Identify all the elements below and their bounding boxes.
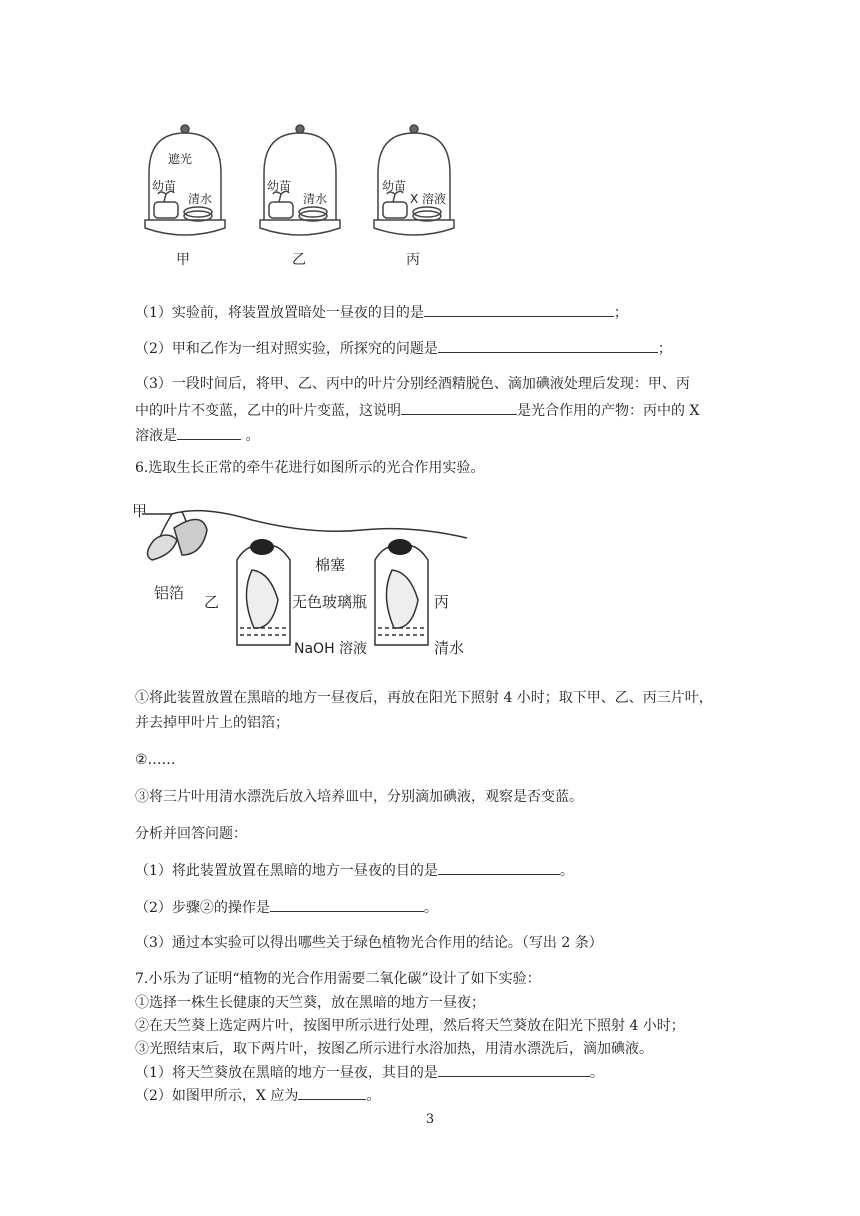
q6-question1: （1）将此装置放置在黑暗的地方一昼夜的目的是 。	[135, 860, 574, 881]
q7-title: 7.小乐为了证明“植物的光合作用需要二氧化碳”设计了如下实验：	[135, 971, 541, 987]
q6-step1-line1: ①将此装置放置在黑暗的地方一昼夜后，再放在阳光下照射 4 小时；取下甲、乙、丙三片叶，	[135, 690, 713, 706]
label-youmiao-1: 幼苗	[152, 179, 177, 193]
morning-glory-figure	[132, 500, 472, 665]
label-bing: 丙	[434, 593, 450, 611]
q7-step2: ②在天竺葵上选定两片叶，按图甲所示进行处理，然后将天竺葵放在阳光下照射 4 小时；	[135, 1018, 685, 1034]
cotton-plug-1	[250, 539, 274, 555]
label-lvbo: 铝箔	[154, 584, 185, 602]
q6-step3: ③将三片叶用清水漂洗后放入培养皿中，分别滴加碘液，观察是否变蓝。	[135, 789, 583, 805]
label-naoh: NaOH 溶液	[294, 641, 368, 657]
q6-analyze: 分析并回答问题：	[135, 826, 247, 842]
q6-title: 6.选取生长正常的牵牛花进行如图所示的光合作用实验。	[135, 460, 485, 476]
q6-step1-line2: 并去掉甲叶片上的铝箔；	[135, 715, 289, 731]
q7-step3: ③光照结束后，取下两片叶，按图乙所示进行水浴加热，用清水漂洗后，滴加碘液。	[135, 1041, 653, 1057]
label-qingshui: 清水	[434, 639, 465, 657]
label-zheguang: 遮光	[168, 152, 193, 166]
answer-blank[interactable]	[438, 860, 560, 875]
answer-blank[interactable]	[438, 1062, 590, 1077]
q5-part3-line1: （3）一段时间后，将甲、乙、丙中的叶片分别经酒精脱色、滴加碘液处理后发现：甲、丙	[135, 376, 690, 392]
q7-step1: ①选择一株生长健康的天竺葵，放在黑暗的地方一昼夜；	[135, 995, 485, 1011]
label-qingshui-1: 清水	[188, 192, 213, 206]
label-jia: 甲	[132, 502, 148, 520]
q5-part3-line2: 中的叶片不变蓝，乙中的叶片变蓝，这说明 是光合作用的产物：丙中的 X	[135, 400, 699, 421]
caption-jia: 甲	[176, 252, 190, 268]
q6-question3: （3）通过本实验可以得出哪些关于绿色植物光合作用的结论。（写出 2 条）	[135, 935, 603, 951]
answer-blank[interactable]	[177, 425, 241, 440]
q7-question2: （2）如图甲所示，X 应为 。	[135, 1085, 380, 1106]
answer-blank[interactable]	[270, 897, 424, 912]
label-x-rongye: X 溶液	[410, 192, 447, 206]
label-mianse: 棉塞	[315, 556, 346, 574]
caption-bing: 丙	[406, 252, 420, 268]
answer-blank[interactable]	[298, 1085, 366, 1100]
answer-blank[interactable]	[438, 338, 658, 353]
bell-jar-figure	[140, 118, 480, 273]
page-number: 3	[425, 1112, 435, 1127]
answer-blank[interactable]	[401, 400, 517, 415]
q5-part2: （2）甲和乙作为一组对照实验，所探究的问题是 ；	[135, 338, 672, 359]
label-youmiao-3: 幼苗	[382, 179, 407, 193]
label-qingshui-2: 清水	[303, 192, 328, 206]
label-bottle: 无色玻璃瓶	[292, 593, 368, 611]
vine-and-bottles	[142, 511, 467, 645]
q6-step2: ②……	[135, 752, 176, 768]
label-yi: 乙	[204, 593, 220, 611]
caption-yi: 乙	[292, 252, 306, 268]
q5-part1: （1）实验前，将装置放置暗处一昼夜的目的是 ；	[135, 302, 628, 323]
q5-part3-line3: 溶液是 。	[135, 425, 259, 446]
q7-question1: （1）将天竺葵放在黑暗的地方一昼夜，其目的是 。	[135, 1062, 604, 1083]
cotton-plug-2	[388, 539, 412, 555]
label-youmiao-2: 幼苗	[267, 179, 292, 193]
q6-question2: （2）步骤②的操作是 。	[135, 897, 438, 918]
answer-blank[interactable]	[424, 302, 614, 317]
